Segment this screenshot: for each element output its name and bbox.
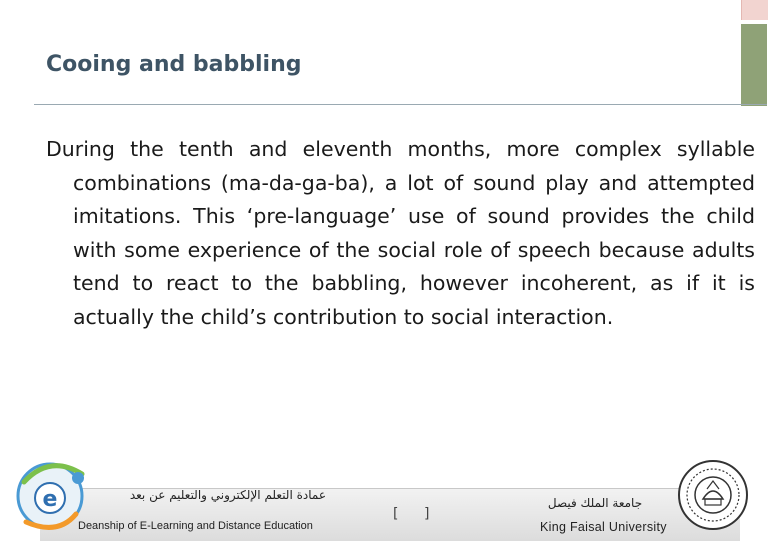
accent-bar-top (741, 0, 768, 20)
slide-title: Cooing and babbling (46, 52, 302, 77)
accent-bar-green (741, 24, 767, 106)
university-english-label: King Faisal University (540, 520, 667, 534)
deanship-arabic-label: عمادة التعلم الإلكتروني والتعليم عن بعد (129, 488, 326, 502)
title-divider (34, 104, 767, 105)
slide-body-text: During the tenth and eleventh months, more complex syllable combinations (ma-da-ga-ba), a lot of sound play and attempted imitations. This ‘pre-language’ use of sound provides the child with some experience of the social role of speech because adults tend to react to the babbling, however incoherent, as if it is actually the child’s contribution to social interaction. (46, 137, 755, 329)
university-seal-icon (677, 459, 749, 531)
page-number-bracket-open: [ (393, 506, 399, 522)
svg-text:e: e (42, 487, 58, 512)
university-arabic-label: جامعة الملك فيصل (547, 496, 643, 510)
page-number-bracket-close: ] (424, 506, 430, 522)
deanship-english-label: Deanship of E-Learning and Distance Education (78, 520, 313, 532)
